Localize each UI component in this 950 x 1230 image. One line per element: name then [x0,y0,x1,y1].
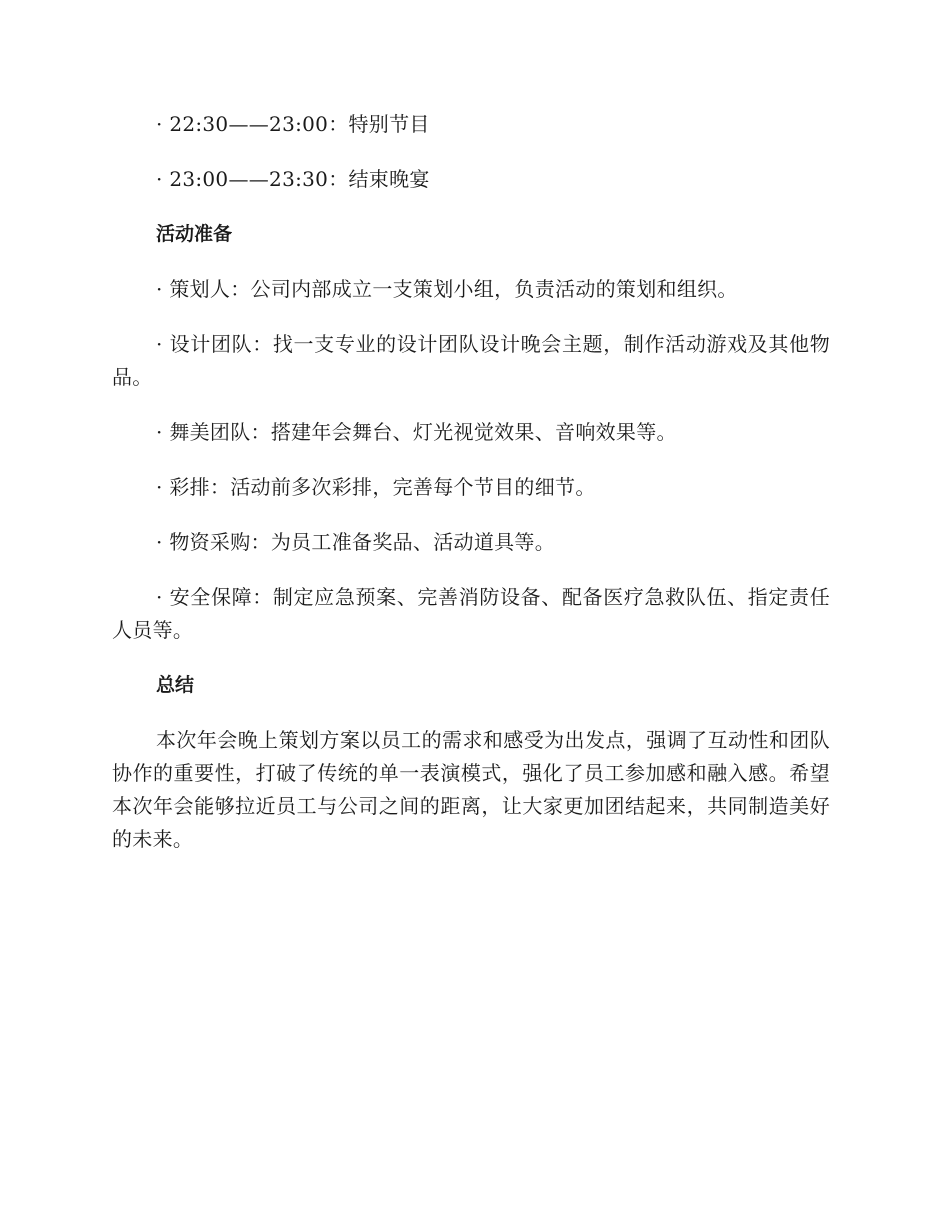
prep-item-stage-team: · 舞美团队：搭建年会舞台、灯光视觉效果、音响效果等。 [156,420,677,444]
section-heading-preparation: 活动准备 [156,223,233,245]
summary-paragraph: 本次年会晚上策划方案以员工的需求和感受为出发点，强调了互动性和团队协作的重要性，打破了传统的单一表演模式，强化了员工参加感和融入感。希望本次年会能够拉近员工与公司之间的距离，让大家更加团结起来，共同制造美好的未来。 [112,728,830,851]
document-page [112,108,830,878]
prep-item-procurement: · 物资采购：为员工准备奖品、活动道具等。 [156,530,556,554]
prep-item-planner: · 策划人：公司内部成立一支策划小组，负责活动的策划和组织。 [156,277,738,301]
schedule-item: · 23:00——23:30：结束晚宴 [156,167,430,191]
schedule-item: · 22:30——23:00：特别节目 [156,112,430,136]
section-heading-summary: 总结 [156,674,195,696]
prep-item-safety: · 安全保障：制定应急预案、完善消防设备、配备医疗急救队伍、指定责任人员等。 [112,585,830,642]
prep-item-rehearsal: · 彩排：活动前多次彩排，完善每个节目的细节。 [156,475,596,499]
prep-item-design-team: · 设计团队：找一支专业的设计团队设计晚会主题，制作活动游戏及其他物品。 [112,332,830,389]
